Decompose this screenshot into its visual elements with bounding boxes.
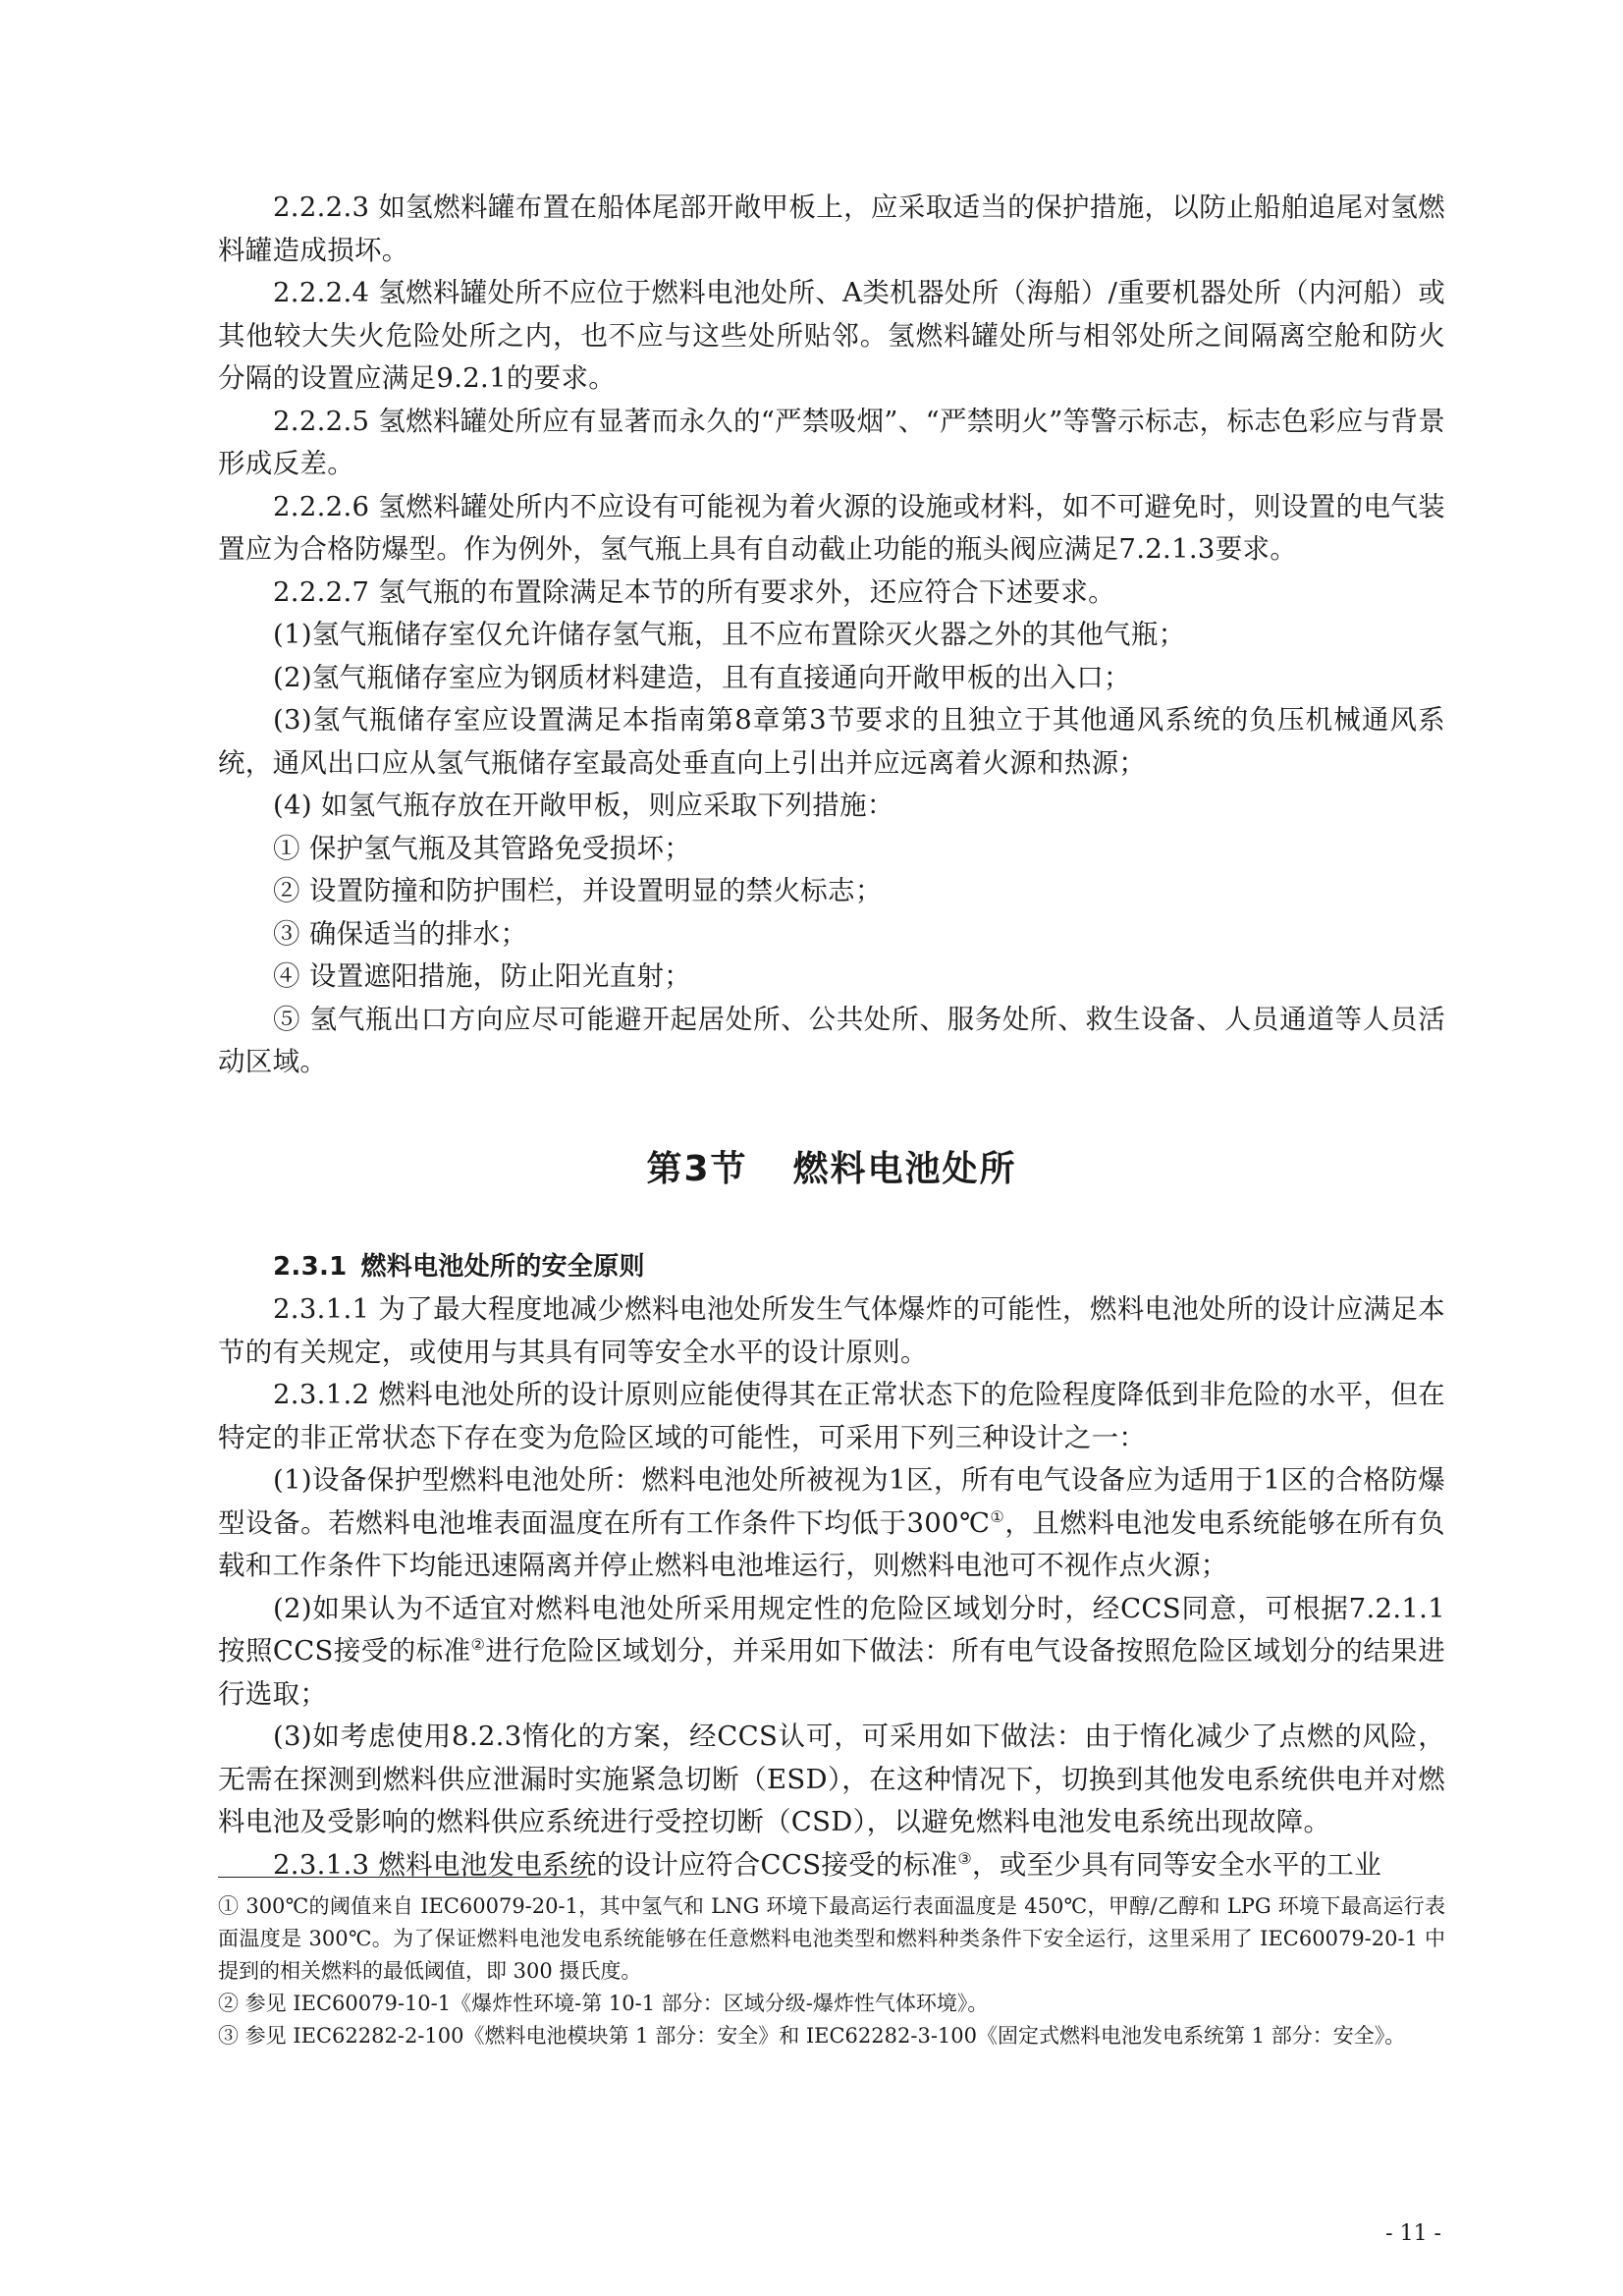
footnote-3: ③ 参见 IEC62282-2-100《燃料电池模块第 1 部分：安全》和 IEC62282-3-100《固定式燃料电池发电系统第 1 部分：安全》。 [218,2024,1406,2048]
list-item-2: (2)氢气瓶储存室应为钢质材料建造，且有直接通向开敞甲板的出入口； [273,661,1131,693]
paragraph-design-2-part-b: 进行危险区域划分，并采用如下做法：所有电气设备按照危险区域划分的结果进行选取； [218,1635,1446,1710]
list-item-3: (3)氢气瓶储存室应设置满足本指南第8章第3节要求的且独立于其他通风系统的负压机械通风系统，通风出口应从氢气瓶储存室最高处垂直向上引出并应远离着火源和热源； [218,704,1445,779]
paragraph-2-2-2-3: 2.2.2.3 如氢燃料罐布置在船体尾部开敞甲板上，应采取适当的保护措施，以防止船舶追尾对氢燃料罐造成损坏。 [218,191,1445,266]
paragraph-design-1-part-b: ，且燃料电池发电系统能够在所有负载和工作条件下均能迅速隔离并停止燃料电池堆运行，则燃料电池可不视作点火源； [218,1506,1445,1581]
body-text [218,187,1445,1886]
sub-item-3: ③ 确保适当的排水； [273,917,528,950]
section-number: 第3节 [646,1148,748,1189]
paragraph-design-3: (3)如考虑使用8.2.3惰化的方案，经CCS认可，可采用如下做法：由于惰化减少了点燃的风险，无需在探测到燃料供应泄漏时实施紧急切断（ESD），在这种情况下，切换到其他发电系统供电并对燃料电池及受影响的燃料供应系统进行受控切断（CSD），以避免燃料电池发电系统出现故障。 [218,1721,1445,1837]
paragraph-2-3-1-3-part-a: 2.3.1.3 燃料电池发电系统的设计应符合CCS接受的标准 [273,1848,958,1881]
paragraph-2-3-1-3-part-b: ，或至少具有同等安全水平的工业 [972,1848,1382,1881]
list-item-4: (4) 如氢气瓶存放在开敞甲板，则应采取下列措施： [273,790,894,821]
section-title: 燃料电池处所 [792,1148,1017,1189]
sub-item-1: ① 保护氢气瓶及其管路免受损坏； [273,832,692,864]
paragraph-2-2-2-7: 2.2.2.7 氢气瓶的布置除满足本节的所有要求外，还应符合下述要求。 [273,575,1115,608]
paragraph-design-1 [218,1459,1445,1588]
paragraph-2-2-2-5: 2.2.2.5 氢燃料罐处所应有显著而永久的“严禁吸烟”、“严禁明火”等警示标志，标志色彩应与背景形成反差。 [218,405,1445,479]
footnote-2: ② 参见 IEC60079-10-1《爆炸性环境-第 10-1 部分：区域分级-爆炸性气体环境》。 [218,1992,989,2015]
footnote-divider [218,1877,587,1878]
section-heading [218,1141,1445,1191]
subsection-title: 燃料电池处所的安全原则 [360,1251,645,1282]
footnote-ref-1[interactable]: ① [990,1506,1005,1526]
paragraph-2-3-1-2: 2.3.1.2 燃料电池处所的设计原则应能使得其在正常状态下的危险程度降低到非危险的水平，但在特定的非正常状态下存在变为危险区域的可能性，可采用下列三种设计之一： [218,1379,1445,1453]
list-item-1: (1)氢气瓶储存室仅允许储存氢气瓶，且不应布置除灭火器之外的其他气瓶； [273,619,1186,650]
subsection-heading [218,1246,1445,1289]
sub-item-5: ⑤ 氢气瓶出口方向应尽可能避开起居处所、公共处所、服务处所、救生设备、人员通道等人员活动区域。 [218,1003,1445,1077]
paragraph-design-2-part-a: (2)如果认为不适宜对燃料电池处所采用规定性的危险区域划分时，经CCS同意，可根据7.2.1.1按照CCS接受的标准 [218,1592,1445,1667]
footnote-ref-3[interactable]: ③ [957,1848,973,1868]
paragraph-2-2-2-4: 2.2.2.4 氢燃料罐处所不应位于燃料电池处所、A类机器处所（海船）/重要机器处所（内河船）或其他较大失火危险处所之内，也不应与这些处所贴邻。氢燃料罐处所与相邻处所之间隔离空舱和防火分隔的设置应满足9.2.1的要求。 [218,277,1445,394]
footnote-1: ① 300℃的阈值来自 IEC60079-20-1，其中氢气和 LNG 环境下最高运行表面温度是 450℃，甲醇/乙醇和 LPG 环境下最高运行表面温度是 300℃。为了保证燃料电池发电系统能够在任意燃料电池类型和燃料种类条件下安全运行，这里采用了 IEC60079-20-1 中提到的相关燃料的最低阈值，即 300 摄氏度。 [218,1894,1445,1983]
footnote-ref-2[interactable]: ② [470,1634,486,1654]
paragraph-design-2 [218,1588,1445,1717]
sub-item-2: ② 设置防撞和防护围栏，并设置明显的禁火标志； [273,875,883,906]
footnotes [218,1890,1445,2052]
paragraph-2-2-2-6: 2.2.2.6 氢燃料罐处所内不应设有可能视为着火源的设施或材料，如不可避免时，则设置的电气装置应为合格防爆型。作为例外，氢气瓶上具有自动截止功能的瓶头阀应满足7.2.1.3要求。 [218,490,1445,565]
sub-item-4: ④ 设置遮阳措施，防止阳光直射； [273,960,692,992]
paragraph-2-3-1-1: 2.3.1.1 为了最大程度地减少燃料电池处所发生气体爆炸的可能性，燃料电池处所的设计应满足本节的有关规定，或使用与其具有同等安全水平的设计原则。 [218,1293,1445,1368]
page-number: - 11 - [1385,2221,1441,2246]
paragraph-design-1-part-a: (1)设备保护型燃料电池处所：燃料电池处所被视为1区，所有电气设备应为适用于1区的合格防爆型设备。若燃料电池堆表面温度在所有工作条件下均低于300℃ [218,1464,1445,1539]
paragraph-2-3-1-3 [218,1844,1445,1887]
subsection-number: 2.3.1 [273,1251,348,1282]
